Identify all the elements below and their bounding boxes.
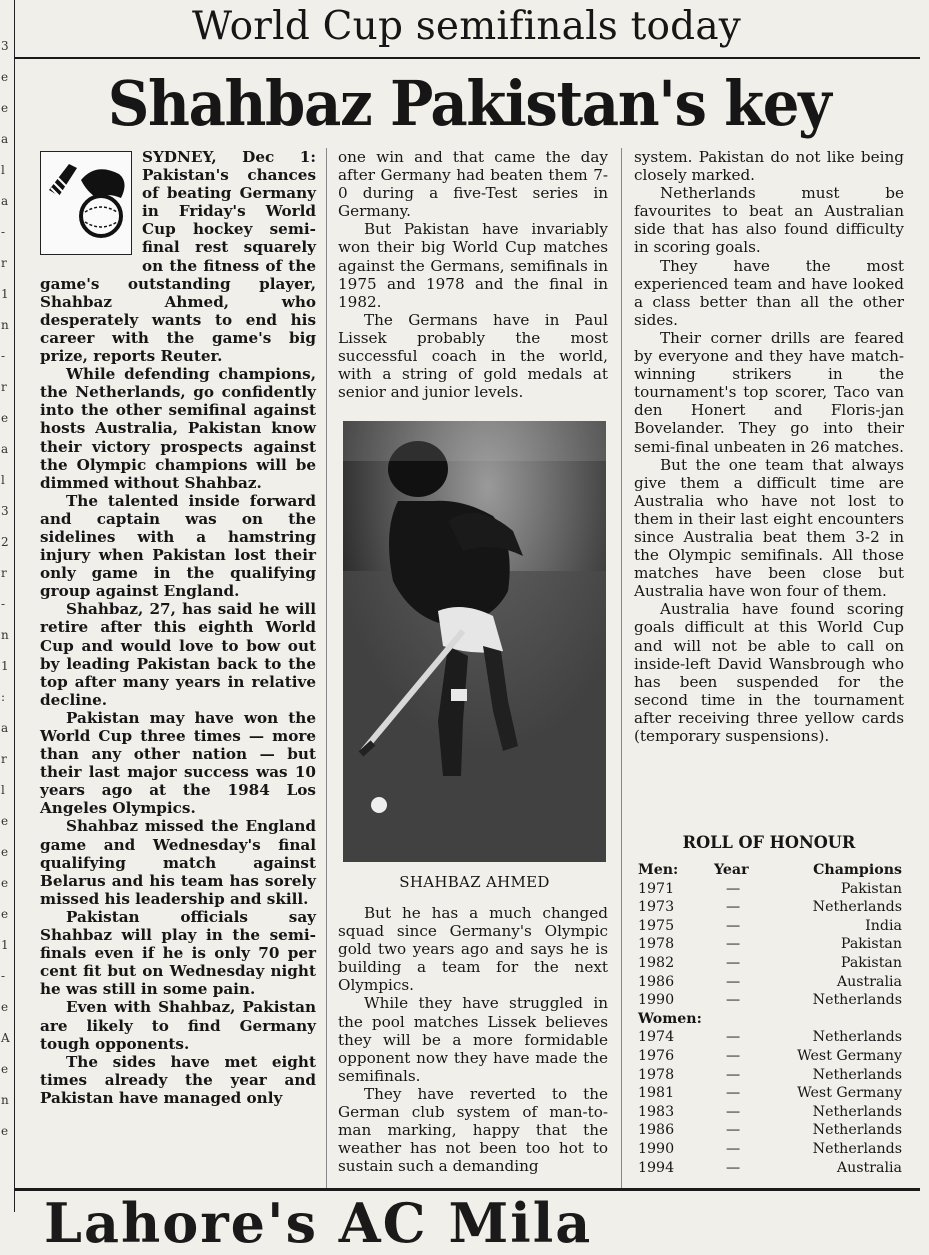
margin-fragment: -	[1, 349, 6, 363]
margin-fragment: a	[1, 132, 9, 146]
roll-year: 1982	[638, 954, 675, 971]
paragraph: They have the most experienced team and have looked a class better than all the other sides.	[634, 256, 904, 329]
roll-champion: Pakistan	[840, 880, 902, 897]
margin-fragment: 3	[1, 504, 9, 518]
paragraph: They have reverted to the German club system of man-to-man marking, happy that the weather has not been too hot to sustain such a demanding	[338, 1084, 608, 1176]
adjacent-column-fragment	[0, 0, 15, 1212]
column-divider-2	[621, 148, 622, 1188]
margin-fragment: e	[1, 411, 9, 425]
paragraph: While they have struggled in the pool matches Lissek believes they will be a more formidable opponent now they have made the semifinals.	[338, 994, 608, 1085]
roll-dash: —	[726, 954, 741, 971]
roll-dash: —	[726, 1159, 741, 1176]
margin-fragment: l	[1, 163, 5, 177]
margin-fragment: -	[1, 969, 6, 983]
margin-fragment: r	[1, 752, 7, 766]
roll-champion: Netherlands	[812, 992, 902, 1009]
roll-row	[636, 917, 904, 936]
roll-year: 1983	[638, 1103, 675, 1120]
women-label: Women:	[638, 1010, 702, 1027]
paragraph: Pakistan may have won the World Cup three times — more than any other nation — but their last major success was 10 years ago at the 1984 Los Angeles Olympics.	[40, 708, 316, 818]
next-article-headline-fragment	[14, 1191, 929, 1255]
roll-year: 1978	[638, 936, 675, 953]
roll-row	[636, 898, 904, 917]
hockey-logo-icon	[40, 151, 132, 255]
roll-row	[636, 1066, 904, 1085]
roll-champion: Pakistan	[840, 954, 902, 971]
roll-of-honour-title: ROLL OF HONOUR	[682, 833, 856, 853]
roll-dash: —	[726, 917, 741, 934]
roll-dash: —	[726, 973, 741, 990]
margin-fragment: n	[1, 318, 9, 332]
roll-year: 1990	[638, 1140, 675, 1157]
roll-dash: —	[726, 1085, 741, 1102]
paragraph: Their corner drills are feared by everyone and they have match-winning strikers in the tournament's top scorer, Taco van den Honert and Floris-jan Bovelander. They go into their semi-final unbeaten in 26 matches.	[634, 328, 904, 456]
margin-fragment: r	[1, 256, 7, 270]
margin-fragment: e	[1, 845, 9, 859]
paragraph: Shahbaz missed the England game and Wednesday's final qualifying match against Belarus and his team has sorely missed his leadership and skill.	[40, 817, 316, 908]
article-column-2-top	[338, 148, 608, 401]
roll-row	[636, 1140, 904, 1159]
roll-year: 1981	[638, 1085, 675, 1102]
roll-champion: Netherlands	[812, 1066, 902, 1083]
roll-champion: West Germany	[797, 1085, 902, 1102]
roll-dash: —	[726, 936, 741, 953]
men-rows	[636, 880, 904, 1010]
margin-fragment: l	[1, 783, 5, 797]
main-headline: Shahbaz Pakistan's key	[107, 67, 831, 140]
margin-fragment: 1	[1, 287, 9, 301]
roll-header-group: Men:	[638, 862, 679, 878]
paragraph: SYDNEY, Dec 1: Pakistan's chances of beating Germany in Friday's World Cup hockey semi-final rest squarely on the fitness of the game's outstanding player, Shahbaz Ahmed, who desperately wants to end his career with the game's big prize, reports Reuter.	[40, 148, 316, 366]
paragraph: The Germans have in Paul Lissek probably the most successful coach in the world, with a string of gold medals at senior and junior levels.	[338, 310, 608, 402]
roll-dash: —	[726, 1047, 741, 1064]
margin-fragment: e	[1, 1000, 9, 1014]
roll-year: 1986	[638, 1122, 675, 1139]
paragraph: The sides have met eight times already the year and Pakistan have managed only	[40, 1052, 316, 1107]
margin-fragment: e	[1, 876, 9, 890]
roll-header-champions: Champions	[813, 862, 902, 878]
margin-fragment: a	[1, 194, 9, 208]
article-column-2-bottom	[338, 904, 608, 1175]
paragraph: But he has a much changed squad since Germany's Olympic gold two years ago and says he is building a team for the next Olympics.	[338, 904, 608, 995]
margin-fragment: :	[1, 690, 6, 704]
roll-dash: —	[726, 1140, 741, 1157]
paragraph: Shahbaz, 27, has said he will retire after this eighth World Cup and would love to bow out by leading Pakistan back to the top after many years in relative decline.	[40, 600, 316, 709]
margin-fragment: 1	[1, 938, 9, 952]
paragraph: The talented inside forward and captain was on the sidelines with a hamstring injury when Pakistan lost their only game in the qualifying group against England.	[40, 491, 316, 601]
roll-year: 1990	[638, 992, 675, 1009]
margin-fragment: e	[1, 907, 9, 921]
article-column-1	[40, 148, 316, 1107]
roll-row	[636, 935, 904, 954]
photo-shahbaz-ahmed	[343, 421, 606, 862]
roll-champion: India	[865, 917, 902, 934]
roll-year: 1975	[638, 917, 675, 934]
roll-dash: —	[726, 880, 741, 897]
photo-caption: SHAHBAZ AHMED	[399, 873, 550, 891]
roll-row	[636, 1103, 904, 1122]
roll-year: 1976	[638, 1047, 675, 1064]
women-section-label	[636, 1010, 904, 1029]
roll-row	[636, 1047, 904, 1066]
paragraph: But the one team that always give them a difficult time are Australia who have not lost to them in their last eight encounters since Australia beat them 3-2 in the Olympic semifinals. All those matches have been close but Australia have won four of them.	[634, 455, 904, 601]
roll-header-year: Year	[714, 862, 749, 878]
article-column-3	[634, 148, 904, 745]
margin-fragment: e	[1, 1062, 9, 1076]
paragraph: Australia have found scoring goals difficult at this World Cup and will not be able to call on inside-left David Wansbrough who has been suspended for the second time in the tournament after receiving three yellow cards (temporary suspensions).	[634, 600, 904, 745]
kicker-rule	[14, 57, 920, 59]
roll-year: 1978	[638, 1066, 675, 1083]
roll-champion: Netherlands	[812, 1103, 902, 1120]
roll-champion: Netherlands	[812, 1029, 902, 1046]
margin-fragment: a	[1, 442, 9, 456]
paragraph: But Pakistan have invariably won their big World Cup matches against the Germans, semifinals in 1975 and 1978 and the final in 1982.	[338, 220, 608, 311]
margin-fragment: r	[1, 380, 7, 394]
margin-fragment: e	[1, 1124, 9, 1138]
kicker-headline: World Cup semifinals today	[191, 4, 742, 49]
roll-champion: Netherlands	[812, 899, 902, 916]
roll-champion: Netherlands	[812, 1122, 902, 1139]
roll-year: 1986	[638, 973, 675, 990]
paragraph: Pakistan officials say Shahbaz will play in the semi-finals even if he is only 70 per cent fit but on Wednesday night he was still in some pain.	[40, 907, 316, 999]
margin-fragment: 2	[1, 535, 9, 549]
roll-row	[636, 991, 904, 1010]
roll-champion: Netherlands	[812, 1140, 902, 1157]
margin-fragment: e	[1, 70, 9, 84]
paragraph: Even with Shahbaz, Pakistan are likely to find Germany tough opponents.	[40, 998, 316, 1053]
roll-row	[636, 1028, 904, 1047]
roll-dash: —	[726, 1029, 741, 1046]
roll-year: 1971	[638, 880, 675, 897]
roll-row	[636, 973, 904, 992]
roll-champion: Australia	[836, 973, 902, 990]
roll-header-row	[636, 861, 904, 880]
margin-fragment: n	[1, 628, 9, 642]
margin-fragment: A	[1, 1031, 10, 1045]
roll-year: 1973	[638, 899, 675, 916]
roll-dash: —	[726, 992, 741, 1009]
women-rows	[636, 1028, 904, 1177]
paragraph: one win and that came the day after Germany had beaten them 7-0 during a five-Test series in Germany.	[338, 148, 608, 221]
margin-fragment: a	[1, 721, 9, 735]
roll-row	[636, 1159, 904, 1178]
margin-fragment: l	[1, 473, 5, 487]
roll-of-honour-table	[636, 861, 904, 1177]
roll-dash: —	[726, 899, 741, 916]
margin-fragment: -	[1, 225, 6, 239]
margin-fragment: -	[1, 597, 6, 611]
roll-row	[636, 1084, 904, 1103]
paragraph: While defending champions, the Netherlands, go confidently into the other semifinal against hosts Australia, Pakistan know their victory prospects against the Olympic champions will be dimmed without Shahbaz.	[40, 365, 316, 492]
margin-fragment: e	[1, 814, 9, 828]
margin-fragment: 1	[1, 659, 9, 673]
next-headline-text: Lahore's AC Mila	[44, 1191, 593, 1255]
roll-year: 1974	[638, 1029, 675, 1046]
roll-row	[636, 1121, 904, 1140]
paragraph: system. Pakistan do not like being closely marked.	[634, 148, 904, 185]
roll-champion: West Germany	[797, 1047, 902, 1064]
roll-dash: —	[726, 1103, 741, 1120]
roll-row	[636, 954, 904, 973]
roll-row	[636, 880, 904, 899]
margin-fragment: e	[1, 101, 9, 115]
margin-fragment: r	[1, 566, 7, 580]
margin-fragment: n	[1, 1093, 9, 1107]
roll-year: 1994	[638, 1159, 675, 1176]
roll-dash: —	[726, 1066, 741, 1083]
roll-champion: Australia	[836, 1159, 902, 1176]
roll-champion: Pakistan	[840, 936, 902, 953]
roll-dash: —	[726, 1122, 741, 1139]
paragraph: Netherlands must be favourites to beat an Australian side that has also found difficulty in scoring goals.	[634, 184, 904, 257]
margin-fragment: 3	[1, 39, 9, 53]
column-divider-1	[326, 148, 327, 1188]
